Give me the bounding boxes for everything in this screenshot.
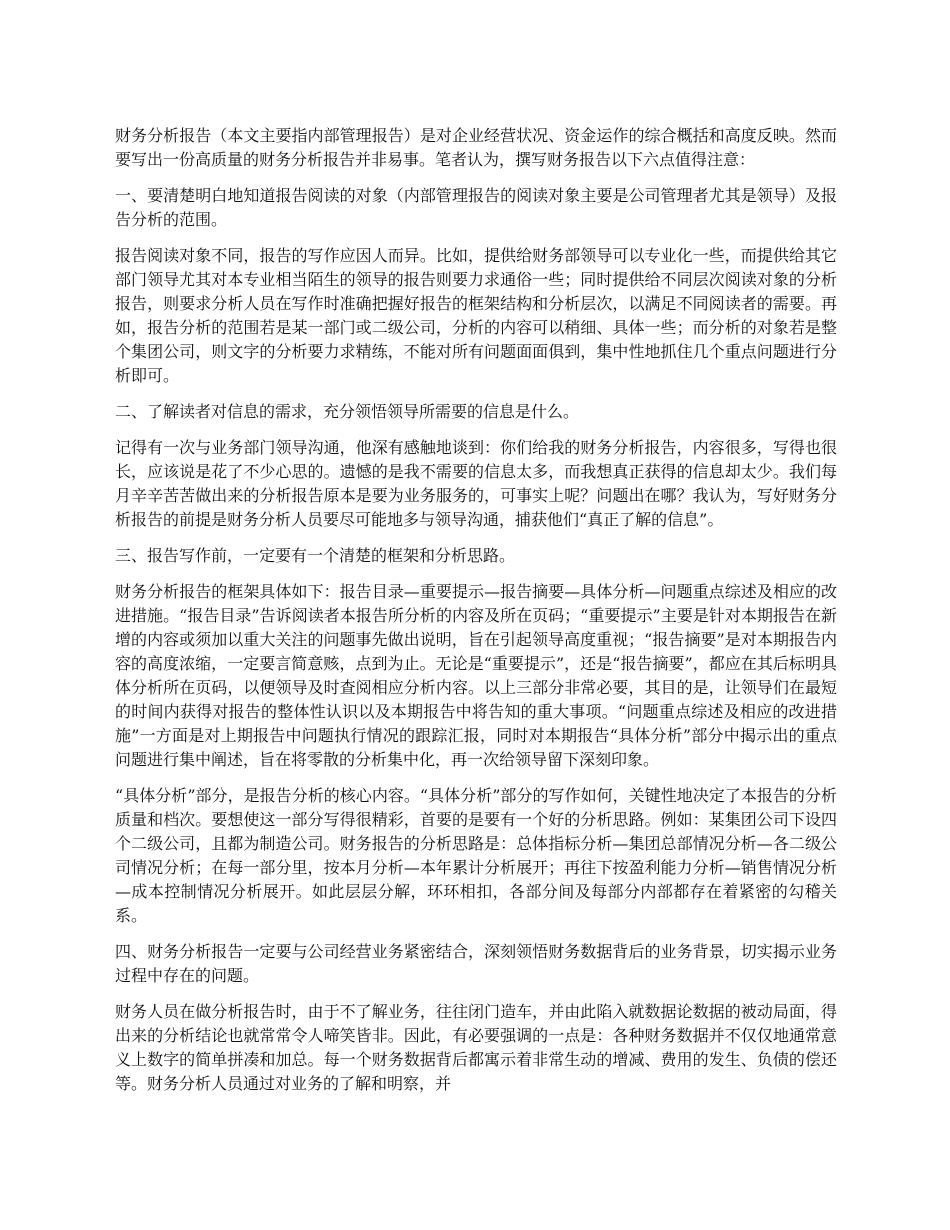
section-heading-2: 二、了解读者对信息的需求，充分领悟领导所需要的信息是什么。 bbox=[115, 402, 580, 421]
body-paragraph: “具体分析”部分，是报告分析的核心内容。“具体分析”部分的写作如何，关键性地决定了本报告的分析质量和档次。要想使这一部分写得很精彩，首要的是要有一个好的分析思路。例如：某集团公司下设四个二级公司，且都为制造公司。财务报告的分析思路是：总体指标分析—集团总部情况分析—各二级公司情况分析；在每一部分里，按本月分析—本年累计分析展开；再往下按盈利能力分析—销售情况分析—成本控制情况分析展开。如此层层分解，环环相扣，各部分间及每部分内部都存在着紧密的勾稽关系。 bbox=[115, 786, 837, 925]
document-body bbox=[115, 124, 837, 1108]
body-paragraph: 财务人员在做分析报告时，由于不了解业务，往往闭门造车，并由此陷入就数据论数据的被动局面，得出来的分析结论也就常常令人啼笑皆非。因此，有必要强调的一点是：各种财务数据并不仅仅地通常意义上数字的简单拼凑和加总。每一个财务数据背后都寓示着非常生动的增减、费用的发生、负债的偿还等。财务分析人员通过对业务的了解和明察，并 bbox=[115, 1002, 837, 1093]
intro-paragraph: 财务分析报告（本文主要指内部管理报告）是对企业经营状况、资金运作的综合概括和高度反映。然而要写出一份高质量的财务分析报告并非易事。笔者认为，撰写财务报告以下六点值得注意： bbox=[115, 126, 837, 169]
body-paragraph: 财务分析报告的框架具体如下：报告目录—重要提示—报告摘要—具体分析—问题重点综述及相应的改进措施。“报告目录”告诉阅读者本报告所分析的内容及所在页码；“重要提示”主要是针对本期报告在新增的内容或须加以重大关注的问题事先做出说明，旨在引起领导高度重视；“报告摘要”是对本期报告内容的高度浓缩，一定要言简意赅，点到为止。无论是“重要提示”，还是“报告摘要”，都应在其后标明具体分析所在页码，以便领导及时查阅相应分析内容。以上三部分非常必要，其目的是，让领导们在最短的时间内获得对报告的整体性认识以及本期报告中将告知的重大事项。“问题重点综述及相应的改进措施”一方面是对上期报告中问题执行情况的跟踪汇报，同时对本期报告“具体分析”部分中揭示出的重点问题进行集中阐述，旨在将零散的分析集中化，再一次给领导留下深刻印象。 bbox=[115, 582, 837, 769]
body-paragraph: 记得有一次与业务部门领导沟通，他深有感触地谈到：你们给我的财务分析报告，内容很多，写得也很长，应该说是花了不少心思的。遗憾的是我不需要的信息太多，而我想真正获得的信息却太少。我们每月辛辛苦苦做出来的分析报告原本是要为业务服务的，可事实上呢？问题出在哪？我认为，写好财务分析报告的前提是财务分析人员要尽可能地多与领导沟通，捕获他们“真正了解的信息”。 bbox=[115, 438, 837, 529]
section-heading-3: 三、报告写作前，一定要有一个清楚的框架和分析思路。 bbox=[115, 546, 516, 565]
section-heading-4: 四、财务分析报告一定要与公司经营业务紧密结合，深刻领悟财务数据背后的业务背景，切实揭示业务过程中存在的问题。 bbox=[115, 942, 837, 985]
section-heading-1: 一、要清楚明白地知道报告阅读的对象（内部管理报告的阅读对象主要是公司管理者尤其是领导）及报告分析的范围。 bbox=[115, 186, 837, 229]
body-paragraph: 报告阅读对象不同，报告的写作应因人而异。比如，提供给财务部领导可以专业化一些，而提供给其它部门领导尤其对本专业相当陌生的领导的报告则要力求通俗一些；同时提供给不同层次阅读对象的分析报告，则要求分析人员在写作时准确把握好报告的框架结构和分析层次，以满足不同阅读者的需要。再如，报告分析的范围若是某一部门或二级公司，分析的内容可以稍细、具体一些；而分析的对象若是整个集团公司，则文字的分析要力求精练，不能对所有问题面面俱到，集中性地抓住几个重点问题进行分析即可。 bbox=[115, 246, 837, 385]
